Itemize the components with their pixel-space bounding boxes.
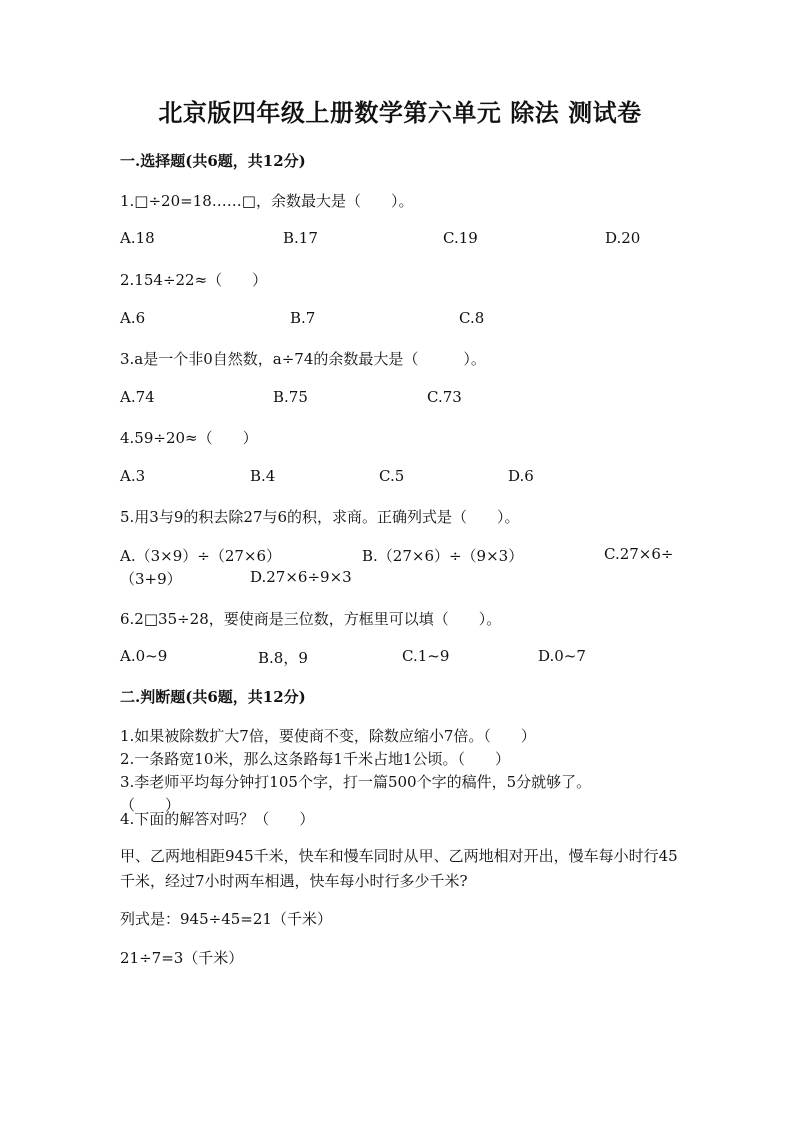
q6-option-c: C.1~9 — [402, 647, 450, 665]
q6-option-a: A.0~9 — [120, 647, 168, 665]
q1-option-b: B.17 — [283, 229, 318, 247]
judgment-3-blank: （ ） — [120, 796, 181, 814]
q5-option-b: B.（27×6）÷（9×3） — [362, 547, 524, 565]
q4-option-a: A.3 — [120, 467, 146, 485]
question-5: 5.用3与9的积去除27与6的积，求商。正确列式是（ ）。 — [120, 508, 520, 526]
section-heading-judgment: 二.判断题(共6题，共12分) — [120, 688, 306, 706]
question-2: 2.154÷22≈（ ） — [120, 271, 268, 289]
q2-option-a: A.6 — [120, 309, 146, 327]
question-4: 4.59÷20≈（ ） — [120, 429, 258, 447]
word-problem: 甲、乙两地相距945千米，快车和慢车同时从甲、乙两地相对开出，慢车每小时行45千米，经过7小时两车相遇，快车每小时行多少千米? — [120, 847, 678, 890]
q1-option-d: D.20 — [605, 229, 641, 247]
judgment-3: 3.李老师平均每分钟打105个字，打一篇500个字的稿件，5分就够了。 — [120, 773, 592, 791]
q5-option-c-continued: （3+9） — [120, 570, 182, 588]
q4-option-c: C.5 — [379, 467, 405, 485]
q6-option-b: B.8，9 — [258, 649, 308, 667]
q5-option-d: D.27×6÷9×3 — [250, 568, 352, 586]
question-1: 1.□÷20=18……□，余数最大是（ ）。 — [120, 192, 414, 210]
q5-option-a: A.（3×9）÷（27×6） — [120, 547, 282, 565]
q3-option-c: C.73 — [427, 388, 462, 406]
question-3: 3.a是一个非0自然数，a÷74的余数最大是（ ）。 — [120, 350, 486, 368]
q3-option-b: B.75 — [273, 388, 308, 406]
q1-option-c: C.19 — [443, 229, 478, 247]
q4-option-d: D.6 — [508, 467, 534, 485]
q2-option-b: B.7 — [290, 309, 316, 327]
judgment-2: 2.一条路宽10米，那么这条路每1千米占地1公顷。（ ） — [120, 750, 510, 768]
q1-option-a: A.18 — [120, 229, 155, 247]
q5-option-c: C.27×6÷ — [604, 545, 674, 563]
judgment-4: 4.下面的解答对吗？（ ） — [120, 810, 315, 828]
judgment-1: 1.如果被除数扩大7倍，要使商不变，除数应缩小7倍。（ ） — [120, 727, 536, 745]
q2-option-c: C.8 — [459, 309, 485, 327]
q6-option-d: D.0~7 — [538, 647, 586, 665]
solution-line-2: 21÷7=3（千米） — [120, 949, 244, 967]
page-title: 北京版四年级上册数学第六单元 除法 测试卷 — [158, 98, 642, 127]
q3-option-a: A.74 — [120, 388, 155, 406]
section-heading-choice: 一.选择题(共6题，共12分) — [120, 152, 306, 170]
solution-line-1: 列式是：945÷45=21（千米） — [120, 910, 332, 928]
question-6: 6.2□35÷28，要使商是三位数，方框里可以填（ ）。 — [120, 610, 502, 628]
q4-option-b: B.4 — [250, 467, 276, 485]
